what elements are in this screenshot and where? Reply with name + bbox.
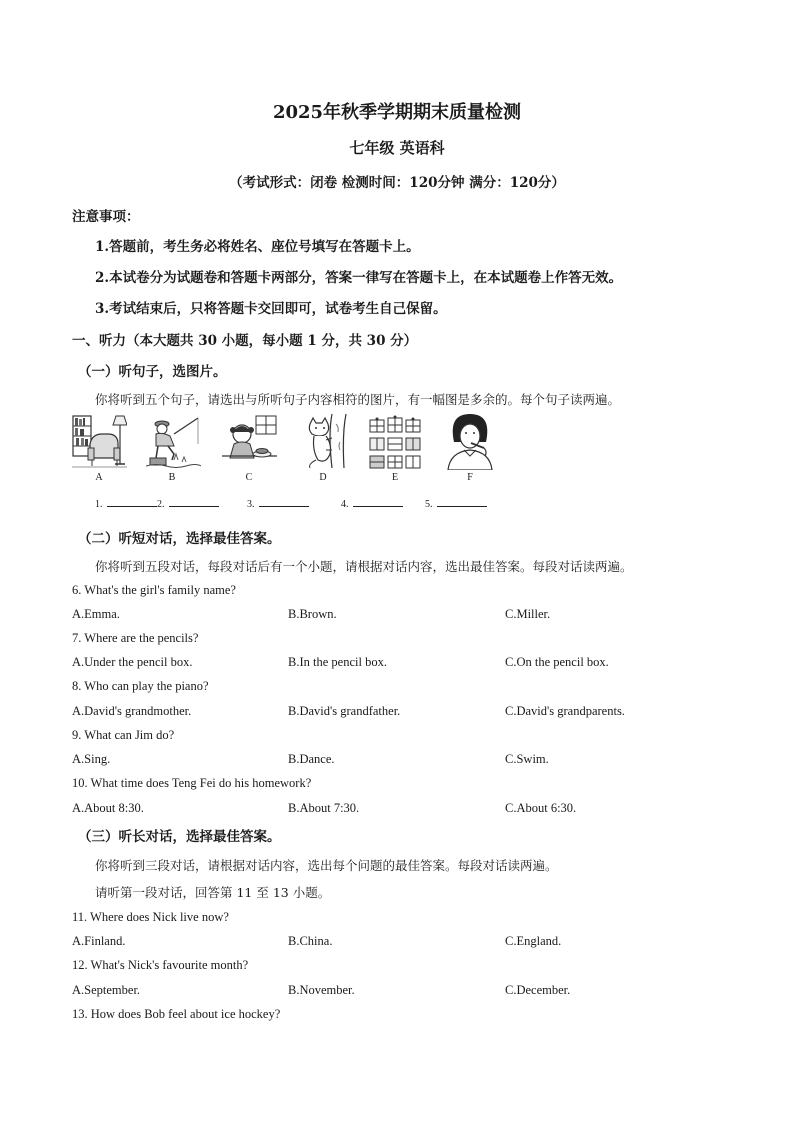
option-a[interactable]: A.Emma.	[72, 607, 120, 621]
question-7: 7. Where are the pencils?	[72, 631, 199, 645]
picture-label: F	[467, 472, 473, 483]
picture-label: C	[245, 472, 253, 483]
exam-subtitle: 七年级 英语科	[349, 139, 445, 157]
option-b[interactable]: B.David's grandfather.	[288, 704, 401, 718]
section2-instruction: 你将听到五段对话，每段对话后有一个小题，请根据对话内容，选出最佳答案。每段对话读两遍。	[95, 559, 633, 574]
picture-c	[222, 414, 277, 483]
answer-blank[interactable]	[95, 497, 157, 510]
option-b[interactable]: B.China.	[288, 934, 333, 948]
answer-blank[interactable]	[425, 497, 487, 510]
question-12: 12. What's Nick's favourite month?	[72, 958, 249, 972]
question-9: 9. What can Jim do?	[72, 728, 175, 742]
question-6: 6. What's the girl's family name?	[72, 583, 236, 597]
picture-b	[146, 414, 201, 483]
option-c[interactable]: C.On the pencil box.	[505, 655, 609, 669]
picture-f	[440, 414, 500, 483]
option-a[interactable]: A.Under the pencil box.	[72, 655, 193, 669]
blank-number: 2.	[157, 499, 165, 510]
answer-blank[interactable]	[247, 497, 309, 510]
option-a[interactable]: A.Sing.	[72, 752, 111, 766]
section3-heading: （三）听长对话，选择最佳答案。	[78, 829, 281, 845]
option-a[interactable]: A.About 8:30.	[72, 801, 144, 815]
option-b[interactable]: B.November.	[288, 983, 355, 997]
option-b[interactable]: B.About 7:30.	[288, 801, 360, 815]
armchair-lamp-bookshelf-icon	[72, 414, 127, 470]
answer-blank[interactable]	[341, 497, 403, 510]
section1-heading: （一）听句子，选图片。	[78, 364, 227, 380]
notice-item: 3.考试结束后，只将答题卡交回即可，试卷考生自己保留。	[95, 301, 447, 317]
question-11: 11. Where does Nick live now?	[72, 910, 229, 924]
question-8: 8. Who can play the piano?	[72, 679, 209, 693]
blank-number: 3.	[247, 499, 255, 510]
section3-sub-instruction: 请听第一段对话，回答第 11 至 13 小题。	[95, 885, 331, 900]
option-a[interactable]: A.September.	[72, 983, 141, 997]
picture-d	[296, 414, 351, 483]
picture-label: E	[391, 472, 399, 483]
blank-number: 4.	[341, 499, 349, 510]
option-c[interactable]: C.England.	[505, 934, 562, 948]
exam-info: （考试形式：闭卷 检测时间：120分钟 满分：120分）	[229, 175, 565, 191]
picture-label: A	[95, 472, 103, 483]
picture-e	[368, 414, 423, 483]
option-b[interactable]: B.In the pencil box.	[288, 655, 387, 669]
man-fishing-icon	[146, 414, 201, 470]
option-a[interactable]: A.David's grandmother.	[72, 704, 192, 718]
girl-eating-icon	[222, 414, 277, 470]
section2-heading: （二）听短对话，选择最佳答案。	[78, 531, 281, 547]
section3-instruction: 你将听到三段对话，请根据对话内容，选出每个问题的最佳答案。每段对话读两遍。	[95, 858, 558, 873]
notice-item: 2.本试卷分为试题卷和答题卡两部分，答案一律写在答题卡上，在本试题卷上作答无效。	[95, 270, 623, 286]
cat-climbing-tree-icon	[296, 414, 351, 470]
blank-number: 1.	[95, 499, 103, 510]
picture-label: B	[168, 472, 176, 483]
notice-heading: 注意事项：	[72, 209, 140, 225]
option-c[interactable]: C.Miller.	[505, 607, 551, 621]
option-c[interactable]: C.December.	[505, 983, 571, 997]
gift-boxes-icon	[368, 414, 423, 470]
picture-a	[72, 414, 127, 483]
question-10: 10. What time does Teng Fei do his homework?	[72, 776, 312, 790]
section1-instruction: 你将听到五个句子，请选出与所听句子内容相符的图片，有一幅图是多余的。每个句子读两遍。	[95, 392, 621, 407]
exam-title: 2025年秋季学期期末质量检测	[272, 102, 522, 123]
blank-number: 5.	[425, 499, 433, 510]
option-b[interactable]: B.Dance.	[288, 752, 335, 766]
part1-heading: 一、听力（本大题共 30 小题，每小题 1 分，共 30 分）	[72, 333, 418, 349]
option-b[interactable]: B.Brown.	[288, 607, 337, 621]
woman-brushing-teeth-icon	[440, 414, 500, 470]
option-c[interactable]: C.Swim.	[505, 752, 549, 766]
option-c[interactable]: C.About 6:30.	[505, 801, 577, 815]
option-a[interactable]: A.Finland.	[72, 934, 126, 948]
option-c[interactable]: C.David's grandparents.	[505, 704, 625, 718]
notice-item: 1.答题前，考生务必将姓名、座位号填写在答题卡上。	[95, 239, 420, 255]
answer-blank[interactable]	[157, 497, 219, 510]
question-13: 13. How does Bob feel about ice hockey?	[72, 1007, 281, 1021]
picture-label: D	[319, 472, 327, 483]
